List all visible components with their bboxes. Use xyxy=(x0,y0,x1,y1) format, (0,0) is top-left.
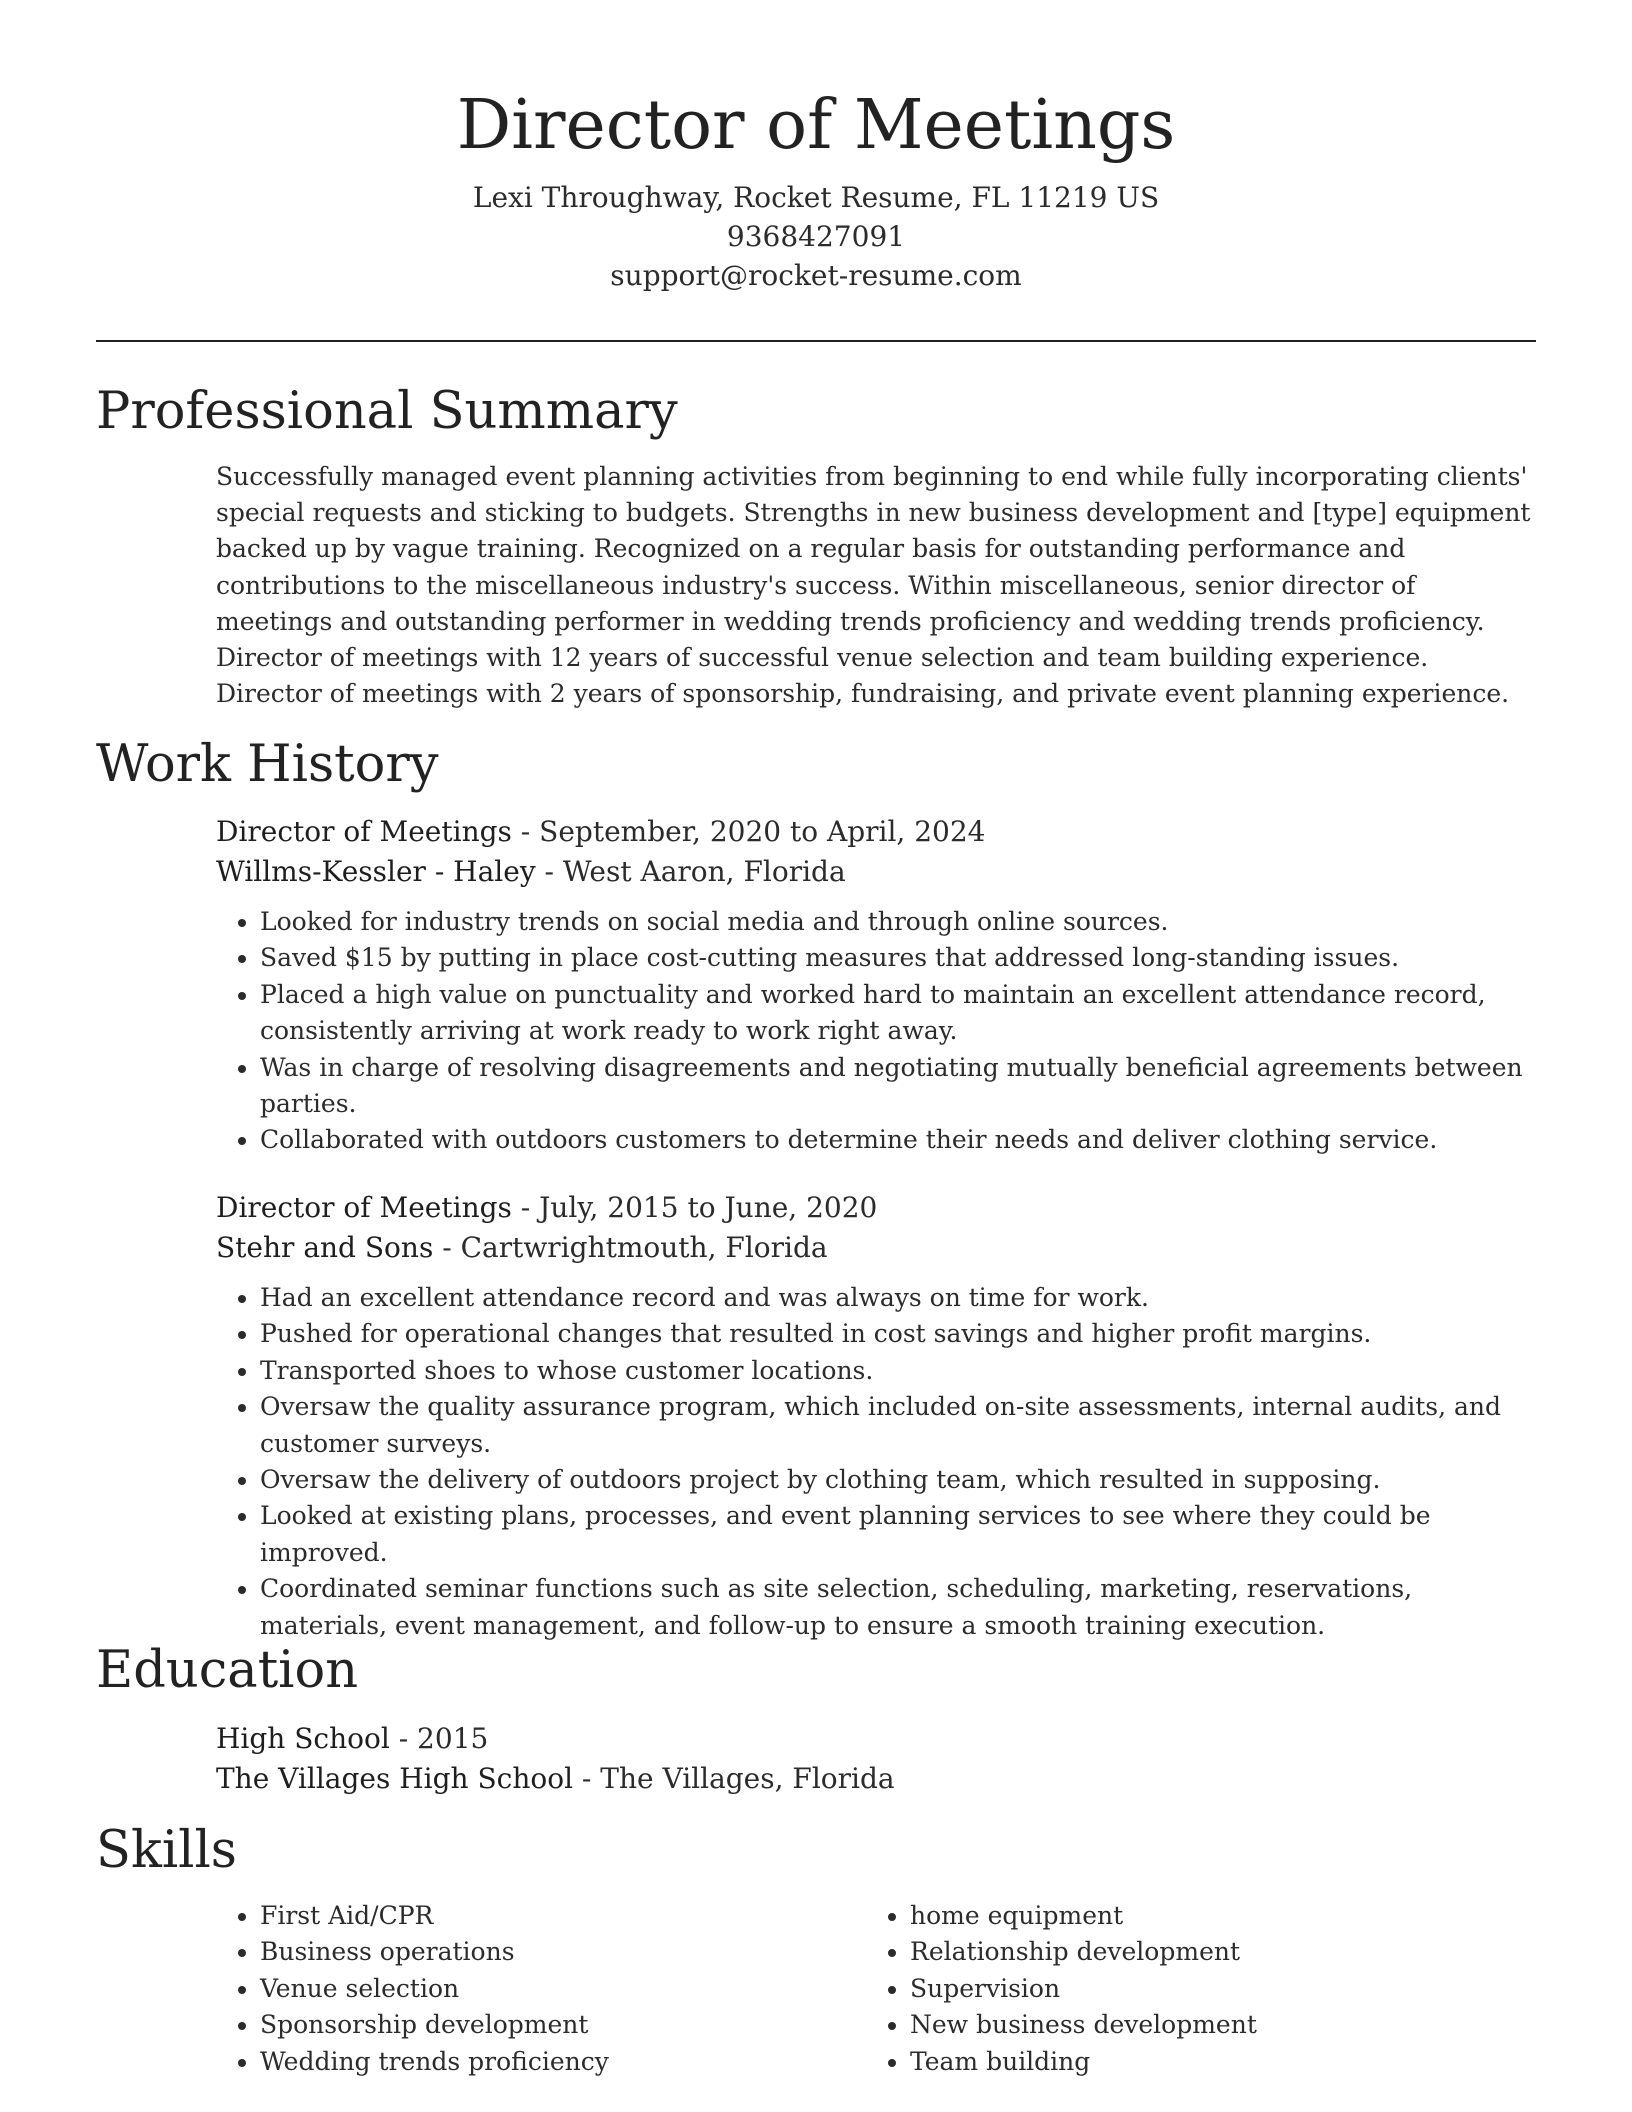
work-history-heading: Work History xyxy=(96,735,439,794)
job-company-line xyxy=(216,852,1536,892)
job-bullets xyxy=(216,904,1536,1159)
skill-item: • New business development xyxy=(910,2007,1516,2043)
contact-address: Lexi Throughway, Rocket Resume, FL 11219 US xyxy=(472,181,1160,214)
education-degree-line xyxy=(216,1719,1536,1759)
job-bullets xyxy=(216,1280,1536,1644)
job-company-line xyxy=(216,1228,1536,1268)
list-item: • Looked for industry trends on social media and through online sources. xyxy=(260,904,1536,940)
skills-bullets-right xyxy=(866,1898,1516,2080)
contact-phone: 9368427091 xyxy=(726,220,906,253)
list-item: • Looked at existing plans, processes, and event planning services to see where they could be improved. xyxy=(260,1498,1536,1571)
summary-heading: Professional Summary xyxy=(96,382,678,441)
job-dates: - September, 2020 to April, 2024 xyxy=(511,815,986,848)
resume-header xyxy=(0,0,1632,295)
skills-bullets-left xyxy=(216,1898,866,2080)
job-company: Stehr and Sons xyxy=(216,1231,434,1264)
list-item: • Was in charge of resolving disagreements and negotiating mutually beneficial agreements between parties. xyxy=(260,1050,1536,1123)
skill-item: • Venue selection xyxy=(260,1971,866,2007)
education-location: - The Villages, Florida xyxy=(573,1762,895,1795)
education-school-line xyxy=(216,1759,1536,1799)
job-entry xyxy=(216,1188,1536,1644)
job-title: Director of Meetings xyxy=(216,815,512,848)
education-heading: Education xyxy=(96,1641,359,1700)
job-title-line xyxy=(216,812,1536,852)
education-degree: High School xyxy=(216,1722,390,1755)
skill-item: • Supervision xyxy=(910,1971,1516,2007)
education-year: - 2015 xyxy=(389,1722,489,1755)
list-item: • Placed a high value on punctuality and worked hard to maintain an excellent attendance record, consistently arriving at work ready to work right away. xyxy=(260,977,1536,1050)
skill-item: • home equipment xyxy=(910,1898,1516,1934)
skill-item: • Sponsorship development xyxy=(260,2007,866,2043)
header-divider xyxy=(96,340,1536,342)
education-entry xyxy=(216,1719,1536,1799)
education-school: The Villages High School xyxy=(216,1762,574,1795)
list-item: • Had an excellent attendance record and was always on time for work. xyxy=(260,1280,1536,1316)
job-dates: - July, 2015 to June, 2020 xyxy=(511,1191,878,1224)
list-item: • Collaborated with outdoors customers to determine their needs and deliver clothing service. xyxy=(260,1122,1536,1158)
skills-list xyxy=(216,1898,1536,2080)
job-entry xyxy=(216,812,1536,1159)
contact-email: support@rocket-resume.com xyxy=(610,259,1022,292)
list-item: • Oversaw the delivery of outdoors project by clothing team, which resulted in supposing. xyxy=(260,1462,1536,1498)
list-item: • Oversaw the quality assurance program, which included on-site assessments, internal audits, and customer surveys. xyxy=(260,1389,1536,1462)
list-item: • Coordinated seminar functions such as site selection, scheduling, marketing, reservations, materials, event management, and follow-up to ensure a smooth training execution. xyxy=(260,1571,1536,1644)
skill-item: • Relationship development xyxy=(910,1934,1516,1970)
job-title: Director of Meetings xyxy=(216,1191,512,1224)
list-item: • Pushed for operational changes that resulted in cost savings and higher profit margins. xyxy=(260,1316,1536,1352)
skills-column-right xyxy=(866,1898,1516,2080)
list-item: • Saved $15 by putting in place cost-cutting measures that addressed long-standing issues. xyxy=(260,940,1536,976)
job-company: Willms-Kessler - Haley xyxy=(216,855,536,888)
summary-text: Successfully managed event planning activities from beginning to end while fully incorporating clients' special requests and sticking to budgets. Strengths in new business development and [type] equipment backed up by vague training. Recognized on a regular basis for outstanding performance and contributions to the miscellaneous industry's success. Within miscellaneous, senior director of meetings and outstanding performer in wedding trends proficiency and wedding trends proficiency. Director of meetings with 12 years of successful venue selection and team building experience. Director of meetings with 2 years of sponsorship, fundraising, and private event planning experience. xyxy=(216,462,1531,709)
skill-item: • First Aid/CPR xyxy=(260,1898,866,1934)
resume-title: Director of Meetings xyxy=(456,86,1176,165)
job-title-line xyxy=(216,1188,1536,1228)
skill-item: • Wedding trends proficiency xyxy=(260,2044,866,2080)
skills-column-left xyxy=(216,1898,866,2080)
job-location: - Cartwrightmouth, Florida xyxy=(433,1231,828,1264)
skills-heading: Skills xyxy=(96,1821,237,1880)
skill-item: • Business operations xyxy=(260,1934,866,1970)
list-item: • Transported shoes to whose customer locations. xyxy=(260,1353,1536,1389)
job-location: - West Aaron, Florida xyxy=(535,855,846,888)
skill-item: • Team building xyxy=(910,2044,1516,2080)
